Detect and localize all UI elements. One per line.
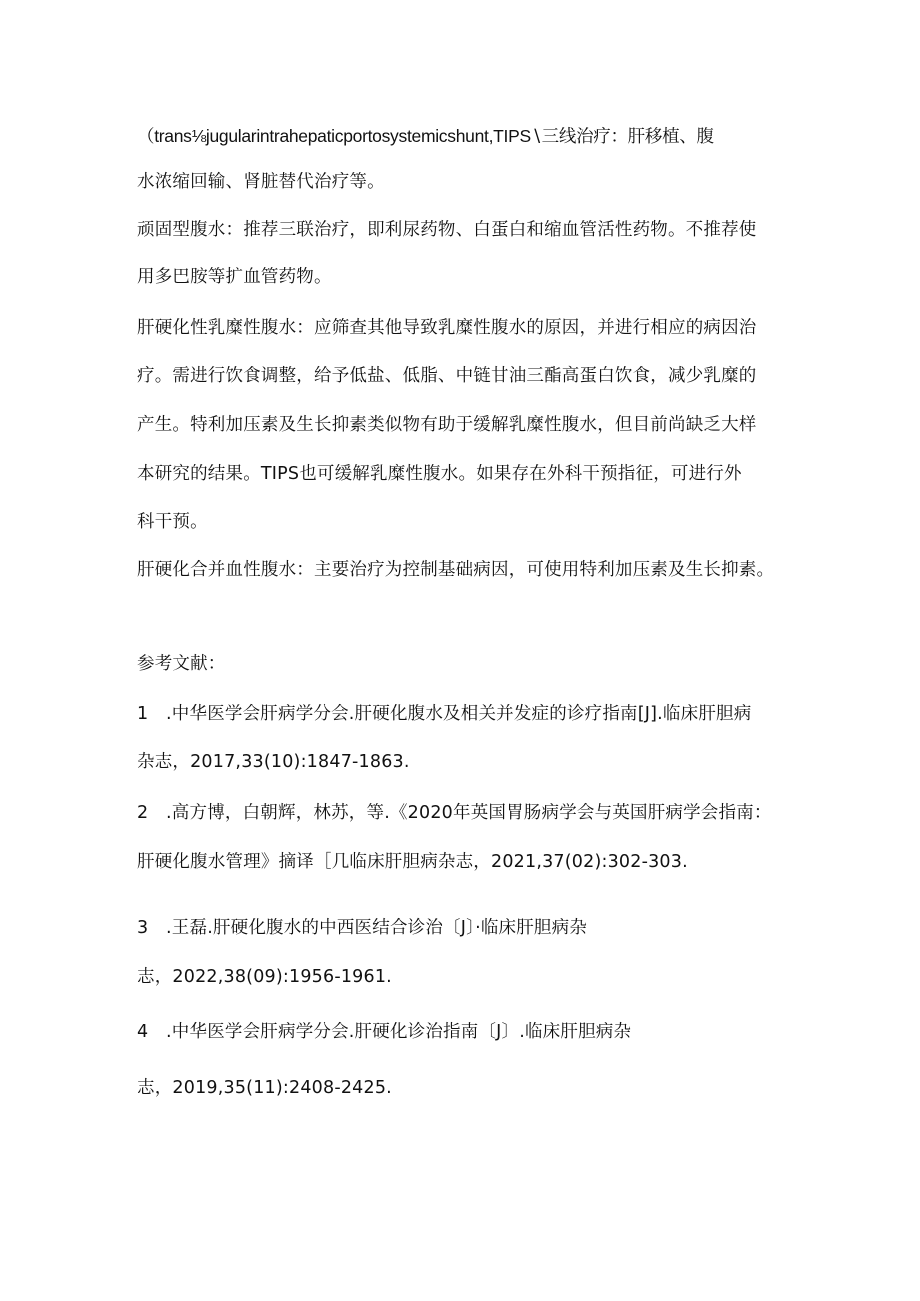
reference-4-line-1: 4 .中华医学会肝病学分会.肝硬化诊治指南〔J〕.临床肝胆病杂 <box>137 1022 632 1042</box>
paragraph-tips-line-2: 水浓缩回输、肾脏替代治疗等。 <box>137 172 385 192</box>
reference-4-line-2: 志，2019,35(11):2408-2425. <box>137 1078 392 1098</box>
paragraph-chylous-line-1: 肝硬化性乳糜性腹水：应筛查其他导致乳糜性腹水的原因，并进行相应的病因治 <box>137 318 757 338</box>
paragraph-chylous-line-3: 产生。特利加压素及生长抑素类似物有助于缓解乳糜性腹水，但目前尚缺乏大样 <box>137 415 757 435</box>
reference-2-line-1: 2 .高方博，白朝辉，林苏，等.《2020年英国胃肠病学会与英国肝病学会指南： <box>137 803 772 823</box>
paragraph-chylous-line-5: 科干预。 <box>137 512 208 532</box>
reference-1-line-1: 1 .中华医学会肝病学分会.肝硬化腹水及相关并发症的诊疗指南[J].临床肝胆病 <box>137 704 752 724</box>
reference-1-line-2: 杂志，2017,33(10):1847-1863. <box>137 752 410 772</box>
paragraph-refractory-line-1: 顽固型腹水：推荐三联治疗，即利尿药物、白蛋白和缩血管活性药物。不推荐使 <box>137 220 757 240</box>
paragraph-refractory-line-2: 用多巴胺等扩血管药物。 <box>137 267 332 287</box>
reference-2-line-2: 肝硬化腹水管理》摘译［几临床肝胆病杂志，2021,37(02):302-303. <box>137 852 688 872</box>
references-heading: 参考文献： <box>137 654 226 674</box>
reference-3-line-1: 3 .王磊.肝硬化腹水的中西医结合诊治〔J〕·临床肝胆病杂 <box>137 918 588 938</box>
paragraph-chylous-line-2: 疗。需进行饮食调整，给予低盐、低脂、中链甘油三酯高蛋白饮食，减少乳糜的 <box>137 366 757 386</box>
paragraph-bloody-line-1: 肝硬化合并血性腹水：主要治疗为控制基础病因，可使用特利加压素及生长抑素。 <box>137 560 775 580</box>
paragraph-chylous-line-4: 本研究的结果。TIPS也可缓解乳糜性腹水。如果存在外科干预指征，可进行外 <box>137 464 742 484</box>
reference-3-line-2: 志，2022,38(09):1956-1961. <box>137 967 392 987</box>
paragraph-tips-line-1: （trans⅛jugularintrahepaticportosystemicshunt,TIPS∖三线治疗：肝移植、腹 <box>137 126 714 146</box>
